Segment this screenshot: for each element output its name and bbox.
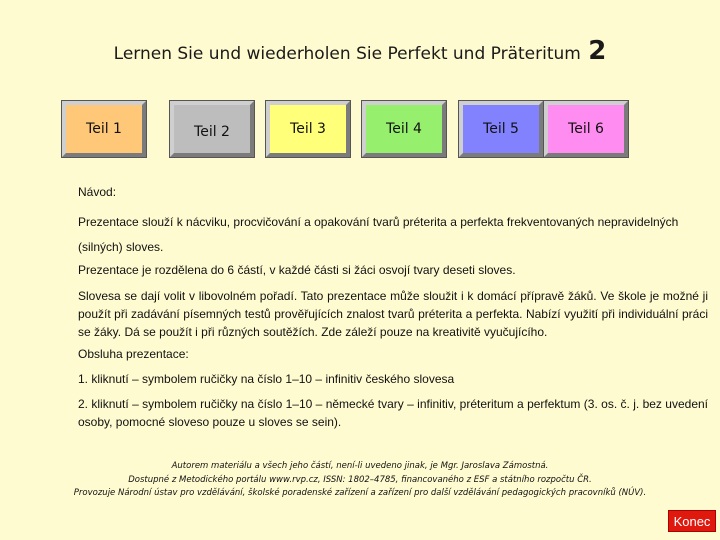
instructions-operation-heading: Obsluha prezentace: xyxy=(78,347,189,361)
instructions-step-1: 1. kliknutí – symbolem ručičky na číslo 1–10 – infinitiv českého slovesa xyxy=(78,372,455,386)
tab-label: Teil 3 xyxy=(290,121,326,137)
instructions-paragraph-2: Prezentace je rozdělena do 6 částí, v každé části si žáci osvojí tvary deseti sloves. xyxy=(78,263,516,277)
tab-label: Teil 4 xyxy=(386,121,422,137)
title-number: 2 xyxy=(588,36,607,66)
tab-label: Teil 5 xyxy=(483,121,519,137)
instructions-paragraph-1: Prezentace slouží k nácviku, procvičování a opakování tvarů préterita a perfekta frekventovaných nepravidelných (silných) sloves. xyxy=(78,215,679,254)
tab-label: Teil 1 xyxy=(86,121,122,137)
instructions-heading: Návod: xyxy=(78,185,117,199)
instructions-step-2: 2. kliknutí – symbolem ručičky na číslo 1–10 – německé tvary – infinitiv, préteritum a perfektum (3. os. č. j. bez uvedení osoby, pomocné sloveso pouze u sloves se sein). xyxy=(78,397,708,429)
footer-operator: Provozuje Národní ústav pro vzdělávání, školské poradenské zařízení a zařízení pro další vzdělávání pedagogických pracovníků (NÚV). xyxy=(73,488,647,498)
end-button[interactable]: Konec xyxy=(668,510,716,532)
title-text: Lernen Sie und wiederholen Sie Perfekt und Präteritum xyxy=(113,44,581,64)
tab-teil-4[interactable] xyxy=(362,101,446,157)
instructions-paragraph-3: Slovesa se dají volit v libovolném pořadí. Tato prezentace může sloužit i k domácí přípravě žáků. Ve škole je možné ji použít při zadávání písemných testů prověřujících znalost tvarů préterita a perfekta. Nabízí využití při individuální práci se žáky. Dá se použít i při různých soutěžích. Zde záleží pouze na kreativitě vyučujícího. xyxy=(78,289,708,339)
tab-teil-6[interactable] xyxy=(544,101,628,157)
page-title xyxy=(0,36,720,66)
tab-label: Teil 2 xyxy=(194,124,230,140)
tab-teil-2[interactable] xyxy=(170,101,254,157)
tab-teil-1[interactable] xyxy=(62,101,146,157)
tab-label: Teil 6 xyxy=(568,121,604,137)
tab-teil-3[interactable] xyxy=(266,101,350,157)
tab-teil-5[interactable] xyxy=(459,101,543,157)
footer-availability: Dostupné z Metodického portálu www.rvp.cz, ISSN: 1802–4785, financovaného z ESF a státního rozpočtu ČR. xyxy=(128,475,592,485)
footer-author: Autorem materiálu a všech jeho částí, není-li uvedeno jinak, je Mgr. Jaroslava Zámostná. xyxy=(171,461,549,471)
